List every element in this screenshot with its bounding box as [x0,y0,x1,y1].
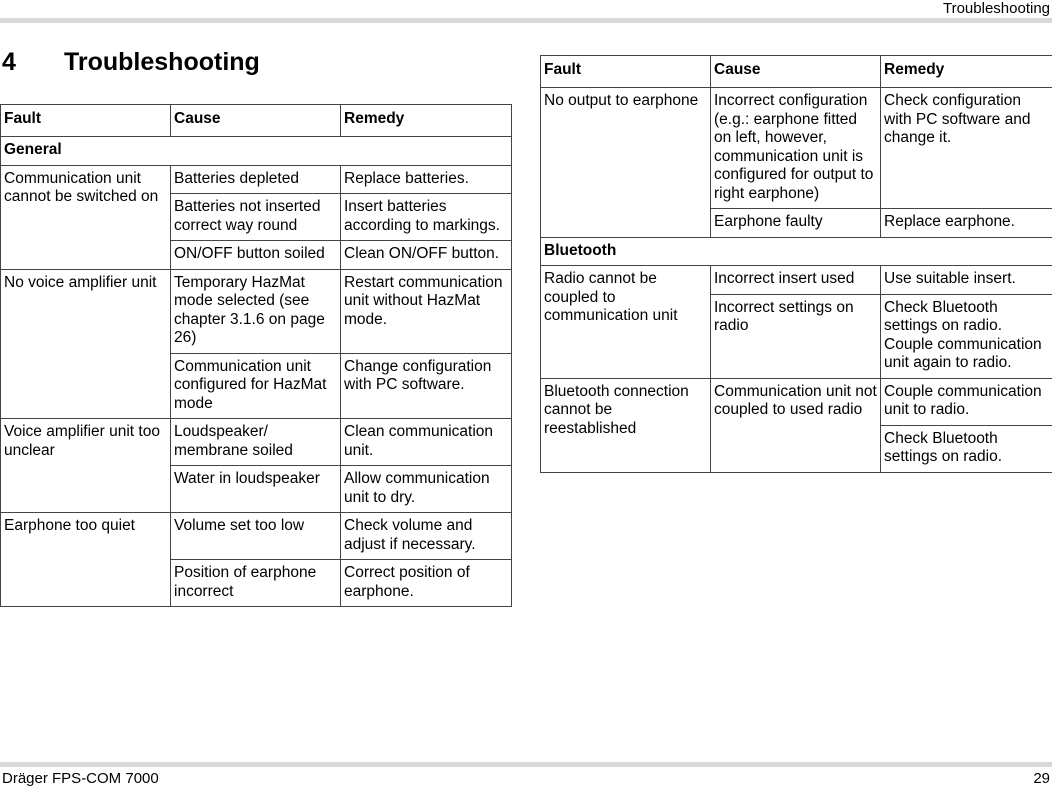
cause-cell: Batteries not inserted correct way round [171,194,341,241]
cause-cell: Communication unit configured for HazMat mode [171,353,341,419]
remedy-cell: Clean communication unit. [341,419,512,466]
col-header-remedy: Remedy [341,105,512,137]
section-number: 4 [2,48,16,76]
table-header-row [541,56,1052,88]
header-rule [0,18,1052,23]
group-row [1,137,512,166]
cause-cell: Temporary HazMat mode selected (see chapter 3.1.6 on page 26) [171,269,341,353]
remedy-cell: Check Bluetooth settings on radio. [881,425,1052,472]
remedy-cell: Couple communication unit to radio. [881,378,1052,425]
fault-cell: No output to earphone [541,88,711,238]
troubleshooting-table-left [0,104,512,607]
remedy-cell: Check volume and adjust if necessary. [341,513,512,560]
page-number: 29 [1033,770,1050,787]
group-label-general: General [1,137,512,166]
remedy-cell: Replace earphone. [881,209,1052,238]
col-header-fault: Fault [1,105,171,137]
fault-cell: Radio cannot be coupled to communication unit [541,266,711,379]
table-row [541,378,1052,425]
fault-cell: Communication unit cannot be switched on [1,165,171,269]
table-row [1,513,512,560]
remedy-cell: Restart communication unit without HazMat mode. [341,269,512,353]
cause-cell: Incorrect settings on radio [711,294,881,378]
remedy-cell: Clean ON/OFF button. [341,241,512,270]
remedy-cell: Replace batteries. [341,165,512,194]
table-header-row [1,105,512,137]
remedy-cell: Use suitable insert. [881,266,1052,295]
col-header-cause: Cause [711,56,881,88]
table-row [541,88,1052,209]
cause-cell: Earphone faulty [711,209,881,238]
table-row [1,269,512,353]
table-row [1,419,512,466]
col-header-cause: Cause [171,105,341,137]
cause-cell: Incorrect insert used [711,266,881,295]
footer-rule [0,762,1052,767]
fault-cell: Earphone too quiet [1,513,171,607]
table-row [541,266,1052,295]
running-header: Troubleshooting [942,0,1050,17]
cause-cell: Communication unit not coupled to used radio [711,378,881,472]
footer-product: Dräger FPS-COM 7000 [2,770,159,787]
cause-cell: Volume set too low [171,513,341,560]
cause-cell: Incorrect configuration (e.g.: earphone fitted on left, however, communication unit is configured for output to right earphone) [711,88,881,209]
fault-cell: No voice amplifier unit [1,269,171,419]
remedy-cell: Check Bluetooth settings on radio. Couple communication unit again to radio. [881,294,1052,378]
cause-cell: ON/OFF button soiled [171,241,341,270]
remedy-cell: Correct position of earphone. [341,560,512,607]
group-label-bluetooth: Bluetooth [541,237,1052,266]
group-row [541,237,1052,266]
remedy-cell: Allow communication unit to dry. [341,466,512,513]
section-title: Troubleshooting [64,48,260,76]
cause-cell: Water in loudspeaker [171,466,341,513]
cause-cell: Batteries depleted [171,165,341,194]
troubleshooting-table-right [540,55,1052,473]
cause-cell: Loudspeaker/ membrane soiled [171,419,341,466]
col-header-fault: Fault [541,56,711,88]
col-header-remedy: Remedy [881,56,1052,88]
fault-cell: Bluetooth connection cannot be reestablished [541,378,711,472]
remedy-cell: Insert batteries according to markings. [341,194,512,241]
fault-cell: Voice amplifier unit too unclear [1,419,171,513]
remedy-cell: Change configuration with PC software. [341,353,512,419]
cause-cell: Position of earphone incorrect [171,560,341,607]
table-row [1,165,512,194]
remedy-cell: Check configuration with PC software and change it. [881,88,1052,209]
section-heading [2,48,260,77]
